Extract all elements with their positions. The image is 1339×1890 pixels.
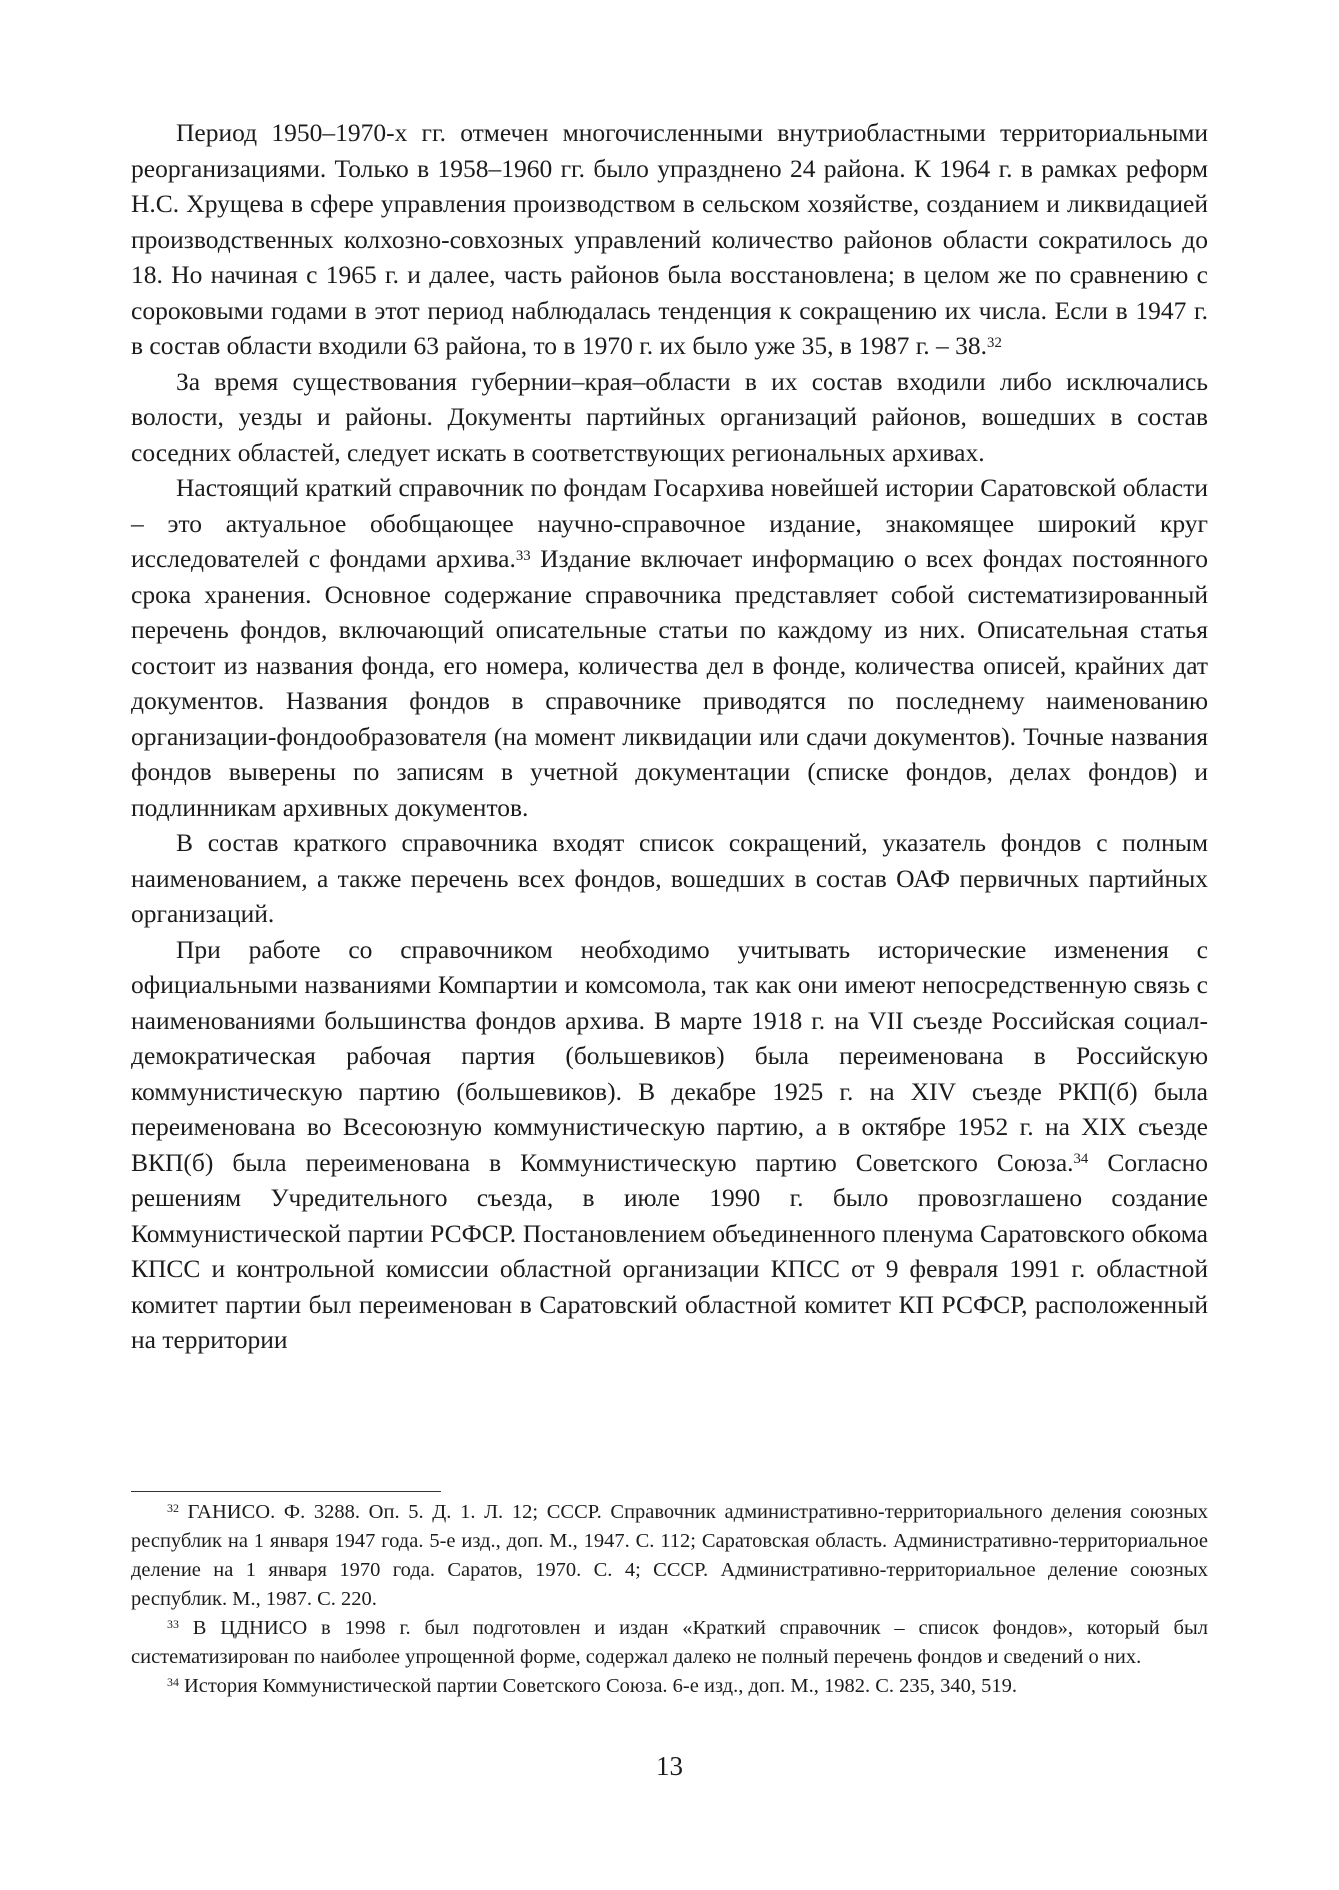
- paragraph: [131, 364, 1208, 471]
- footnote-ref: 34: [1073, 1151, 1089, 1168]
- main-text: [131, 115, 1208, 1358]
- paragraph-text: Настоящий краткий справочник по фондам Госархива новейшей истории Саратовской области – это актуальное обобщающее научно-справочное издание, знакомящее широкий круг исследователей с фондами архива.: [131, 473, 1208, 573]
- page-number: 13: [656, 1751, 683, 1781]
- footnote-ref: 32: [987, 334, 1002, 351]
- paragraph-text: При работе со справочником необходимо учитывать исторические изменения с официальными названиями Компартии и комсомола, так как они имеют непосредственную связь с наименованиями большинства фондов архива. В марте 1918 г. на VII съезде Российская социал-демократическая рабочая партия (большевиков) была переименована в Российскую коммунистическую партию (большевиков). В декабре 1925 г. на XIV съезде РКП(б) была переименована во Всесоюзную коммунистическую партию, а в октябре 1952 г. на XIX съезде ВКП(б) была переименована в Коммунистическую партию Советского Союза.: [131, 934, 1208, 1177]
- paragraph-text: За время существования губернии–края–области в их состав входили либо исключались волости, уезды и районы. Документы партийных организаций районов, вошедших в состав соседних областей, следует искать в соответствующих региональных архивах.: [131, 366, 1208, 467]
- paragraph: [131, 932, 1208, 1358]
- footnote-number: 32: [167, 1501, 179, 1516]
- footnotes: [131, 1498, 1208, 1701]
- paragraph: [131, 470, 1208, 825]
- footnote: [131, 1498, 1208, 1614]
- paragraph-text: Издание включает информацию о всех фондах постоянного срока хранения. Основное содержание справочника представляет собой систематизированный перечень фондов, включающий описательные статьи по каждому из них. Описательная статья состоит из названия фонда, его номера, количества дел в фонде, количества описей, крайних дат документов. Названия фондов в справочнике приводятся по последнему наименованию организации-фондообразователя (на момент ликвидации или сдачи документов). Точные названия фондов выверены по записям в учетной документации (списке фондов, делах фондов) и подлинникам архивных документов.: [131, 544, 1208, 822]
- footnote-text: В ЦДНИСО в 1998 г. был подготовлен и издан «Краткий справочник – список фондов», который был систематизирован по наиболее упрощенной форме, содержал далеко не полный перечень фондов и сведений о них.: [131, 1617, 1208, 1668]
- paragraph: [131, 115, 1208, 364]
- paragraph-text: В состав краткого справочника входят список сокращений, указатель фондов с полным наименованием, а также перечень всех фондов, вошедших в состав ОАФ первичных партийных организаций.: [131, 828, 1208, 928]
- footnote-text: ГАНИСО. Ф. 3288. Оп. 5. Д. 1. Л. 12; СССР. Справочник административно-территориального деления союзных республик на 1 января 1947 года. 5-е изд., доп. М., 1947. С. 112; Саратовская область. Административно-территориальное деление на 1 января 1970 года. Саратов, 1970. С. 4; СССР. Административно-территориальное деление союзных республик. М., 1987. С. 220.: [131, 1501, 1208, 1610]
- footnote-number: 34: [167, 1675, 179, 1690]
- footnote: [131, 1672, 1208, 1701]
- footnote-separator: [131, 1491, 441, 1492]
- paragraph: [131, 825, 1208, 932]
- footnote-number: 33: [167, 1617, 179, 1632]
- footnote-text: История Коммунистической партии Советского Союза. 6-е изд., доп. М., 1982. С. 235, 340, 519.: [178, 1675, 1018, 1697]
- footnote-ref: 33: [515, 547, 531, 564]
- paragraph-text: Период 1950–1970-х гг. отмечен многочисленными внутриобластными территориальными реорганизациями. Только в 1958–1960 гг. было упразднено 24 района. К 1964 г. в рамках реформ Н.С. Хрущева в сфере управления производством в сельском хозяйстве, созданием и ликвидацией производственных колхозно-совхозных управлений количество районов области сократилось до 18. Но начиная с 1965 г. и далее, часть районов была восстановлена; в целом же по сравнению с сороковыми годами в этот период наблюдалась тенденция к сокращению их числа. Если в 1947 г. в состав области входили 63 района, то в 1970 г. их было уже 35, в 1987 г. – 38.: [131, 118, 1208, 360]
- paragraph-text: Согласно решениям Учредительного съезда, в июле 1990 г. было провозглашено создание Коммунистической партии РСФСР. Постановлением объединенного пленума Саратовского обкома КПСС и контрольной комиссии областной организации КПСС от 9 февраля 1991 г. областной комитет партии был переименован в Саратовский областной комитет КП РСФСР, расположенный на территории: [131, 1147, 1208, 1354]
- footnote: [131, 1614, 1208, 1672]
